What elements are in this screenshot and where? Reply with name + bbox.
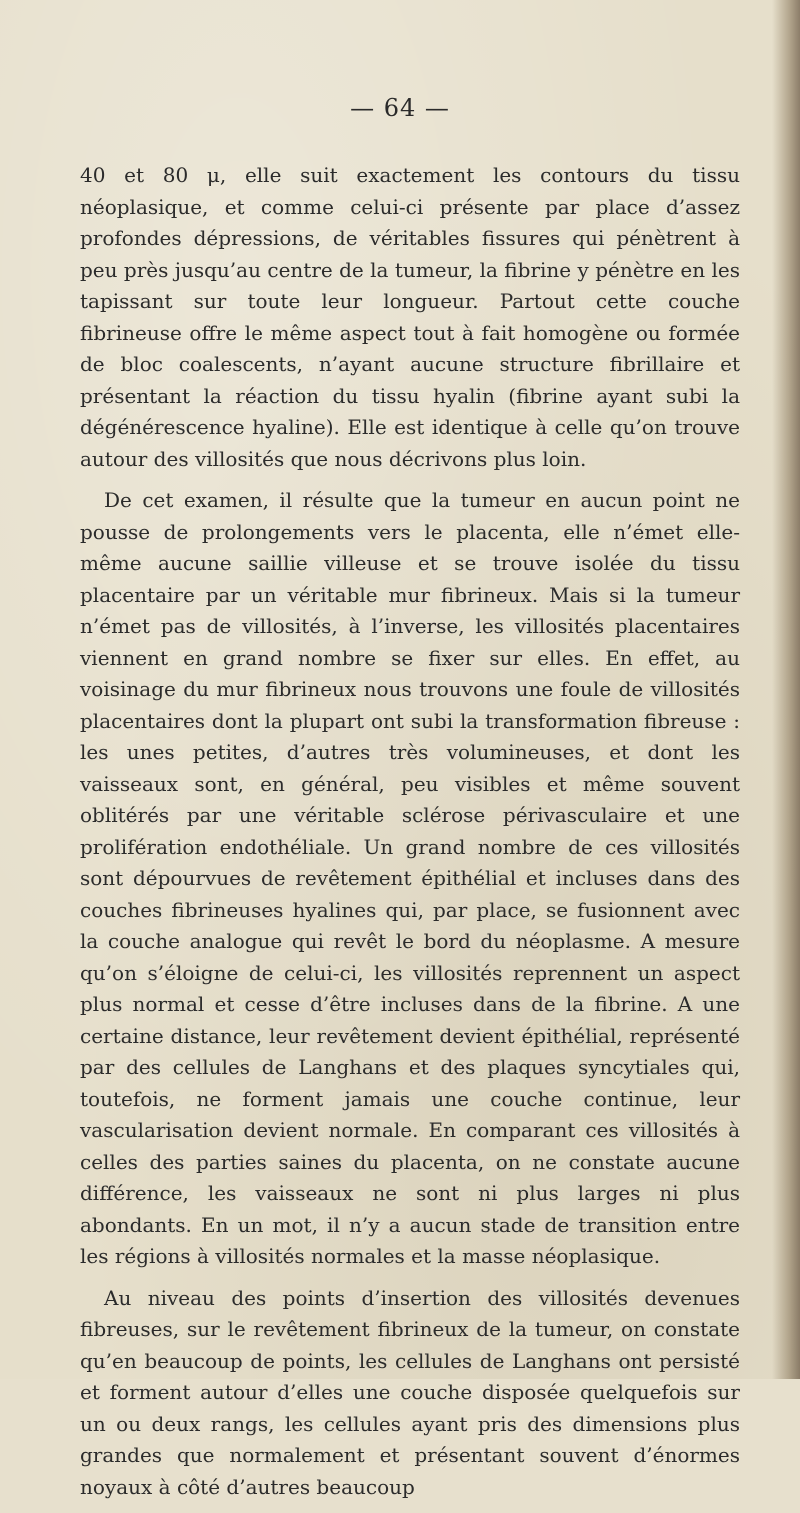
paragraph-3: Au niveau des points d’insertion des villosités devenues fibreuses, sur le revêtement fibrineux de la tumeur, on constate qu’en beaucoup de points, les cellules de Langhans ont persisté et forment autour d’elles une couche disposée quelquefois sur un ou deux rangs, les cellules ayant pris des dimensions plus grandes que normalement et présentant souvent d’énormes noyaux à côté d’autres beaucoup [80, 1285, 740, 1499]
paragraph-2: De cet examen, il résulte que la tumeur en aucun point ne pousse de prolongements vers le placenta, elle n’émet elle-même aucune saillie villeuse et se trouve isolée du tissu placentaire par un véritable mur fibrineux. Mais si la tumeur n’émet pas de villosités, à l’inverse, les villosités placentaires viennent en grand nombre se fixer sur elles. En effet, au voisinage du mur fibrineux nous trouvons une foule de villosités placentaires dont la plupart ont subi la transformation fibreuse : les unes petites, d’autres très volumineuses, et dont les vaisseaux sont, en général, peu visibles et même souvent oblitérés par une véritable sclérose périvasculaire et une prolifération endothéliale. Un grand nombre de ces villosités sont dépourvues de revêtement épithélial et incluses dans des couches fibrineuses hyalines qui, par place, se fusionnent avec la couche analogue qui revêt le bord du néoplasme. A mesure qu’on s’éloigne de celui-ci, les villosités reprennent un aspect plus normal et cesse d’être incluses dans de la fibrine. A une certaine distance, leur revêtement devient épithélial, représenté par des cellules de Langhans et des plaques syncytiales qui, toutefois, ne forment jamais une couche continue, leur vascularisation devient normale. En comparant ces villosités à celles des parties saines du placenta, on ne constate aucune différence, les vaisseaux ne sont ni plus larges ni plus abondants. En un mot, il n’y a aucun stade de transition entre les régions à villosités normales et la masse néoplasique. [80, 488, 740, 1268]
page-number: — 64 — [350, 94, 450, 122]
page-edge [772, 0, 800, 1379]
body-text [80, 160, 740, 1513]
paragraph-1: 40 et 80 μ, elle suit exactement les contours du tissu néoplasique, et comme celui-ci présente par place d’assez profondes dépressions, de véritables fissures qui pénètrent à peu près jusqu’au centre de la tumeur, la fibrine y pénètre en les tapissant sur toute leur longueur. Partout cette couche fibrineuse offre le même aspect tout à fait homogène ou formée de bloc coalescents, n’ayant aucune structure fibrillaire et présentant la réaction du tissu hyalin (fibrine ayant subi la dégénérescence hyaline). Elle est identique à celle qu’on trouve autour des villosités que nous décrivons plus loin. [80, 163, 740, 471]
